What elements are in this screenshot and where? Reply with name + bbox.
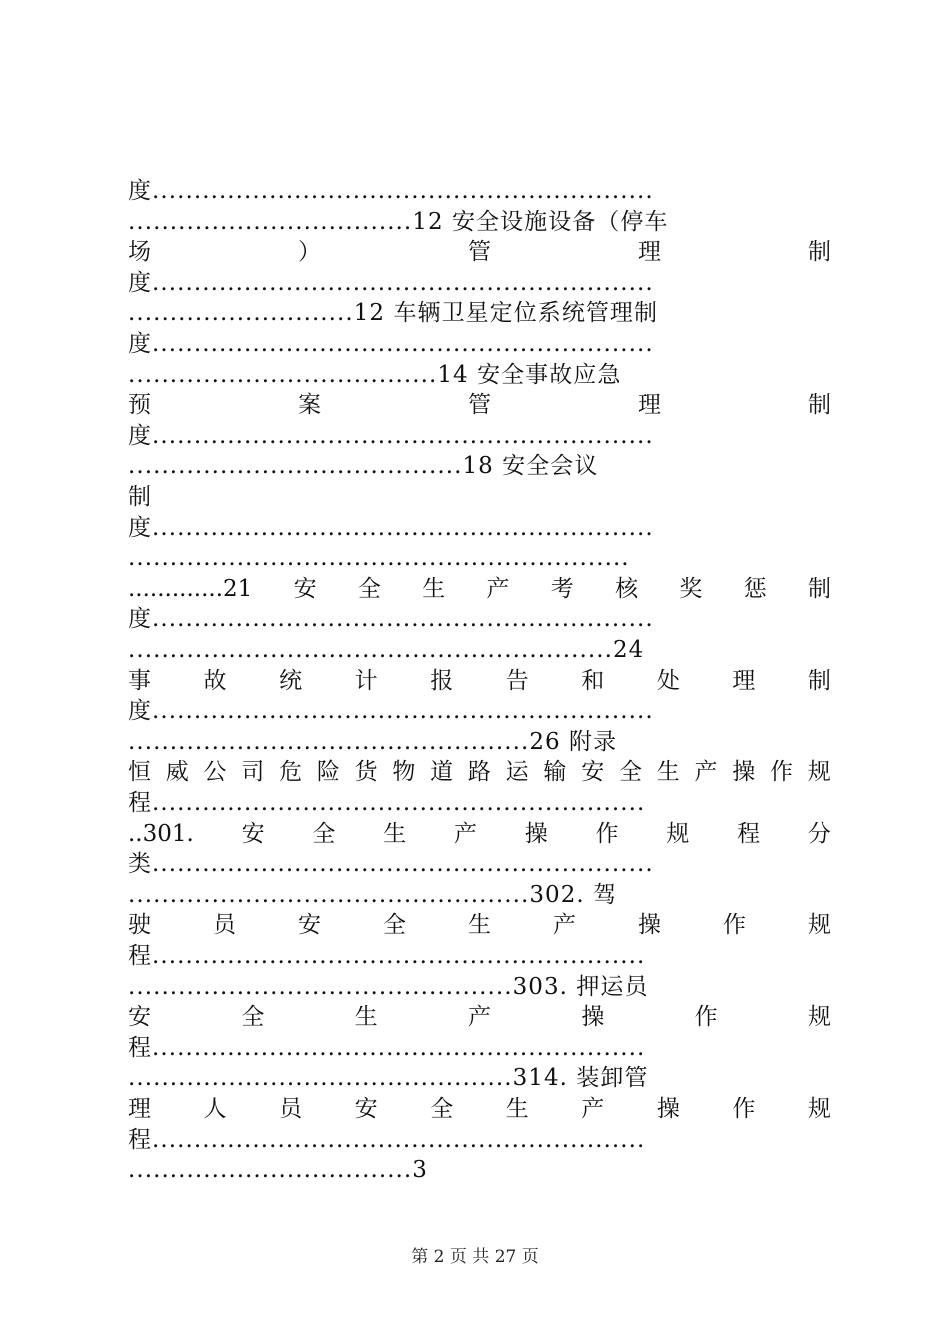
toc-char: 处 [656, 667, 680, 694]
toc-char: 考 [550, 575, 574, 602]
toc-line: ..............................................303. 押运员 [128, 973, 649, 1000]
toc-char: 作 [723, 912, 746, 939]
toc-char: 程 [737, 820, 761, 847]
toc-char: 生 [656, 759, 680, 786]
toc-line [128, 390, 831, 420]
toc-char: 员 [279, 1096, 303, 1122]
toc-char: 安 [354, 1096, 378, 1122]
toc-char: 全 [383, 912, 406, 939]
toc-char: 道 [430, 759, 454, 786]
toc-line: ............................................................ [128, 545, 630, 572]
toc-line: 类............................................................ [128, 851, 654, 878]
toc-char: 作 [595, 820, 619, 847]
toc-line: ................................................302. 驾 [128, 881, 618, 908]
toc-char: 制 [808, 239, 831, 266]
toc-char: 案 [298, 392, 321, 419]
toc-char: 货 [354, 759, 378, 786]
toc-char: 场 [128, 239, 151, 266]
toc-char: 产 [694, 759, 718, 786]
toc-char: 计 [354, 667, 378, 694]
toc-char: 理 [732, 667, 756, 694]
toc-line [128, 574, 831, 604]
toc-line [128, 1002, 831, 1032]
toc-char: 作 [770, 759, 794, 786]
toc-char: 全 [430, 1096, 454, 1122]
toc-char: 恒 [128, 759, 151, 786]
toc-char: 安 [298, 912, 321, 939]
toc-char: 制 [808, 392, 831, 419]
toc-char: 路 [467, 759, 491, 786]
toc-line: 度............................................................ [128, 331, 654, 357]
toc-line: ..............................................314. 装卸管 [128, 1065, 649, 1092]
toc-char: 规 [807, 1096, 831, 1122]
toc-char: 安 [581, 759, 605, 786]
toc-char: 作 [694, 1004, 718, 1031]
toc-char: 安 [293, 575, 317, 602]
toc-line: ..........................................................24 [128, 637, 645, 663]
toc-line: 度............................................................ [128, 698, 654, 725]
toc-char: ..301. [128, 820, 194, 847]
toc-char: 生 [505, 1096, 529, 1122]
toc-line: 度............................................................ [128, 178, 654, 204]
toc-char: 威 [165, 759, 189, 786]
toc-char: 理 [128, 1096, 151, 1122]
toc-char: 全 [618, 759, 642, 786]
toc-char: 全 [357, 575, 381, 602]
toc-char: 惩 [743, 575, 767, 602]
toc-line: ..................................3 [128, 1157, 428, 1184]
toc-char: 操 [656, 1096, 680, 1122]
toc-char: 危 [279, 759, 303, 786]
toc-line [128, 666, 831, 696]
toc-line [128, 910, 831, 940]
toc-char: 统 [279, 667, 303, 694]
toc-line: ..................................12 安全设施设备（停车 [128, 208, 669, 235]
toc-char: 管 [468, 392, 491, 419]
page-footer: 第 2 页 共 27 页 [411, 1247, 539, 1267]
toc-char: .............21 [128, 575, 253, 602]
toc-char: 人 [203, 1096, 227, 1122]
toc-line: 程........................................................... [128, 943, 646, 969]
toc-char: 物 [392, 759, 416, 786]
toc-char: 规 [808, 912, 831, 939]
toc-char: 产 [581, 1096, 605, 1122]
toc-char: 报 [430, 667, 454, 694]
toc-line: .....................................14 安全事故应急 [128, 361, 622, 388]
toc-char: 作 [732, 1096, 756, 1122]
toc-char: 预 [128, 392, 151, 419]
toc-char: ） [298, 239, 321, 266]
toc-char: 操 [524, 820, 548, 847]
toc-char: 奖 [679, 575, 703, 602]
toc-char: 制 [807, 575, 831, 602]
toc-char: 产 [467, 1004, 491, 1031]
toc-char: 司 [241, 759, 265, 786]
toc-line [128, 1094, 831, 1124]
toc-char: 制 [807, 667, 831, 694]
toc-char: 生 [468, 912, 491, 939]
toc-char: 规 [807, 759, 831, 786]
toc-char: 全 [312, 820, 336, 847]
toc-line [128, 757, 831, 787]
toc-char: 操 [581, 1004, 605, 1031]
toc-line [128, 819, 831, 849]
toc-char: 规 [807, 1004, 831, 1031]
toc-char: 生 [354, 1004, 378, 1031]
toc-char: 公 [203, 759, 227, 786]
toc-line: 程........................................................... [128, 1034, 646, 1061]
toc-char: 核 [615, 575, 639, 602]
toc-char: 操 [732, 759, 756, 786]
toc-char: 产 [453, 820, 477, 847]
toc-line: 程........................................................... [128, 1126, 646, 1153]
toc-line: ...........................12 车辆卫星定位系统管理制 [128, 300, 659, 327]
toc-line: 度............................................................ [128, 422, 654, 449]
toc-char: 运 [505, 759, 529, 786]
toc-char: 安 [241, 820, 265, 847]
toc-char: 生 [383, 820, 407, 847]
toc-line: 度............................................................ [128, 269, 654, 296]
toc-char: 操 [638, 912, 661, 939]
toc-char: 告 [505, 667, 529, 694]
toc-char: 驶 [128, 912, 151, 939]
toc-char: 理 [638, 392, 661, 419]
toc-char: 故 [203, 667, 227, 694]
toc-line: 度............................................................ [128, 514, 654, 541]
toc-char: 险 [316, 759, 340, 786]
toc-char: 和 [581, 667, 605, 694]
toc-char: 分 [807, 820, 831, 847]
toc-char: 员 [213, 912, 236, 939]
toc-char: 生 [422, 575, 446, 602]
toc-char: 产 [553, 912, 576, 939]
toc-char: 产 [486, 575, 510, 602]
toc-line: ........................................18 安全会议 [128, 453, 599, 480]
toc-line: 度............................................................ [128, 606, 654, 633]
toc-line: 制 [128, 484, 151, 510]
toc-char: 事 [128, 667, 151, 694]
toc-char: 管 [468, 239, 491, 266]
toc-char: 规 [666, 820, 690, 847]
toc-char: 安 [128, 1004, 151, 1031]
toc-line [128, 237, 831, 267]
toc-line: ................................................26 附录 [128, 728, 618, 755]
toc-line: 程........................................................... [128, 790, 646, 816]
toc-char: 全 [241, 1004, 265, 1031]
toc-char: 输 [543, 759, 567, 786]
toc-char: 理 [638, 239, 661, 266]
